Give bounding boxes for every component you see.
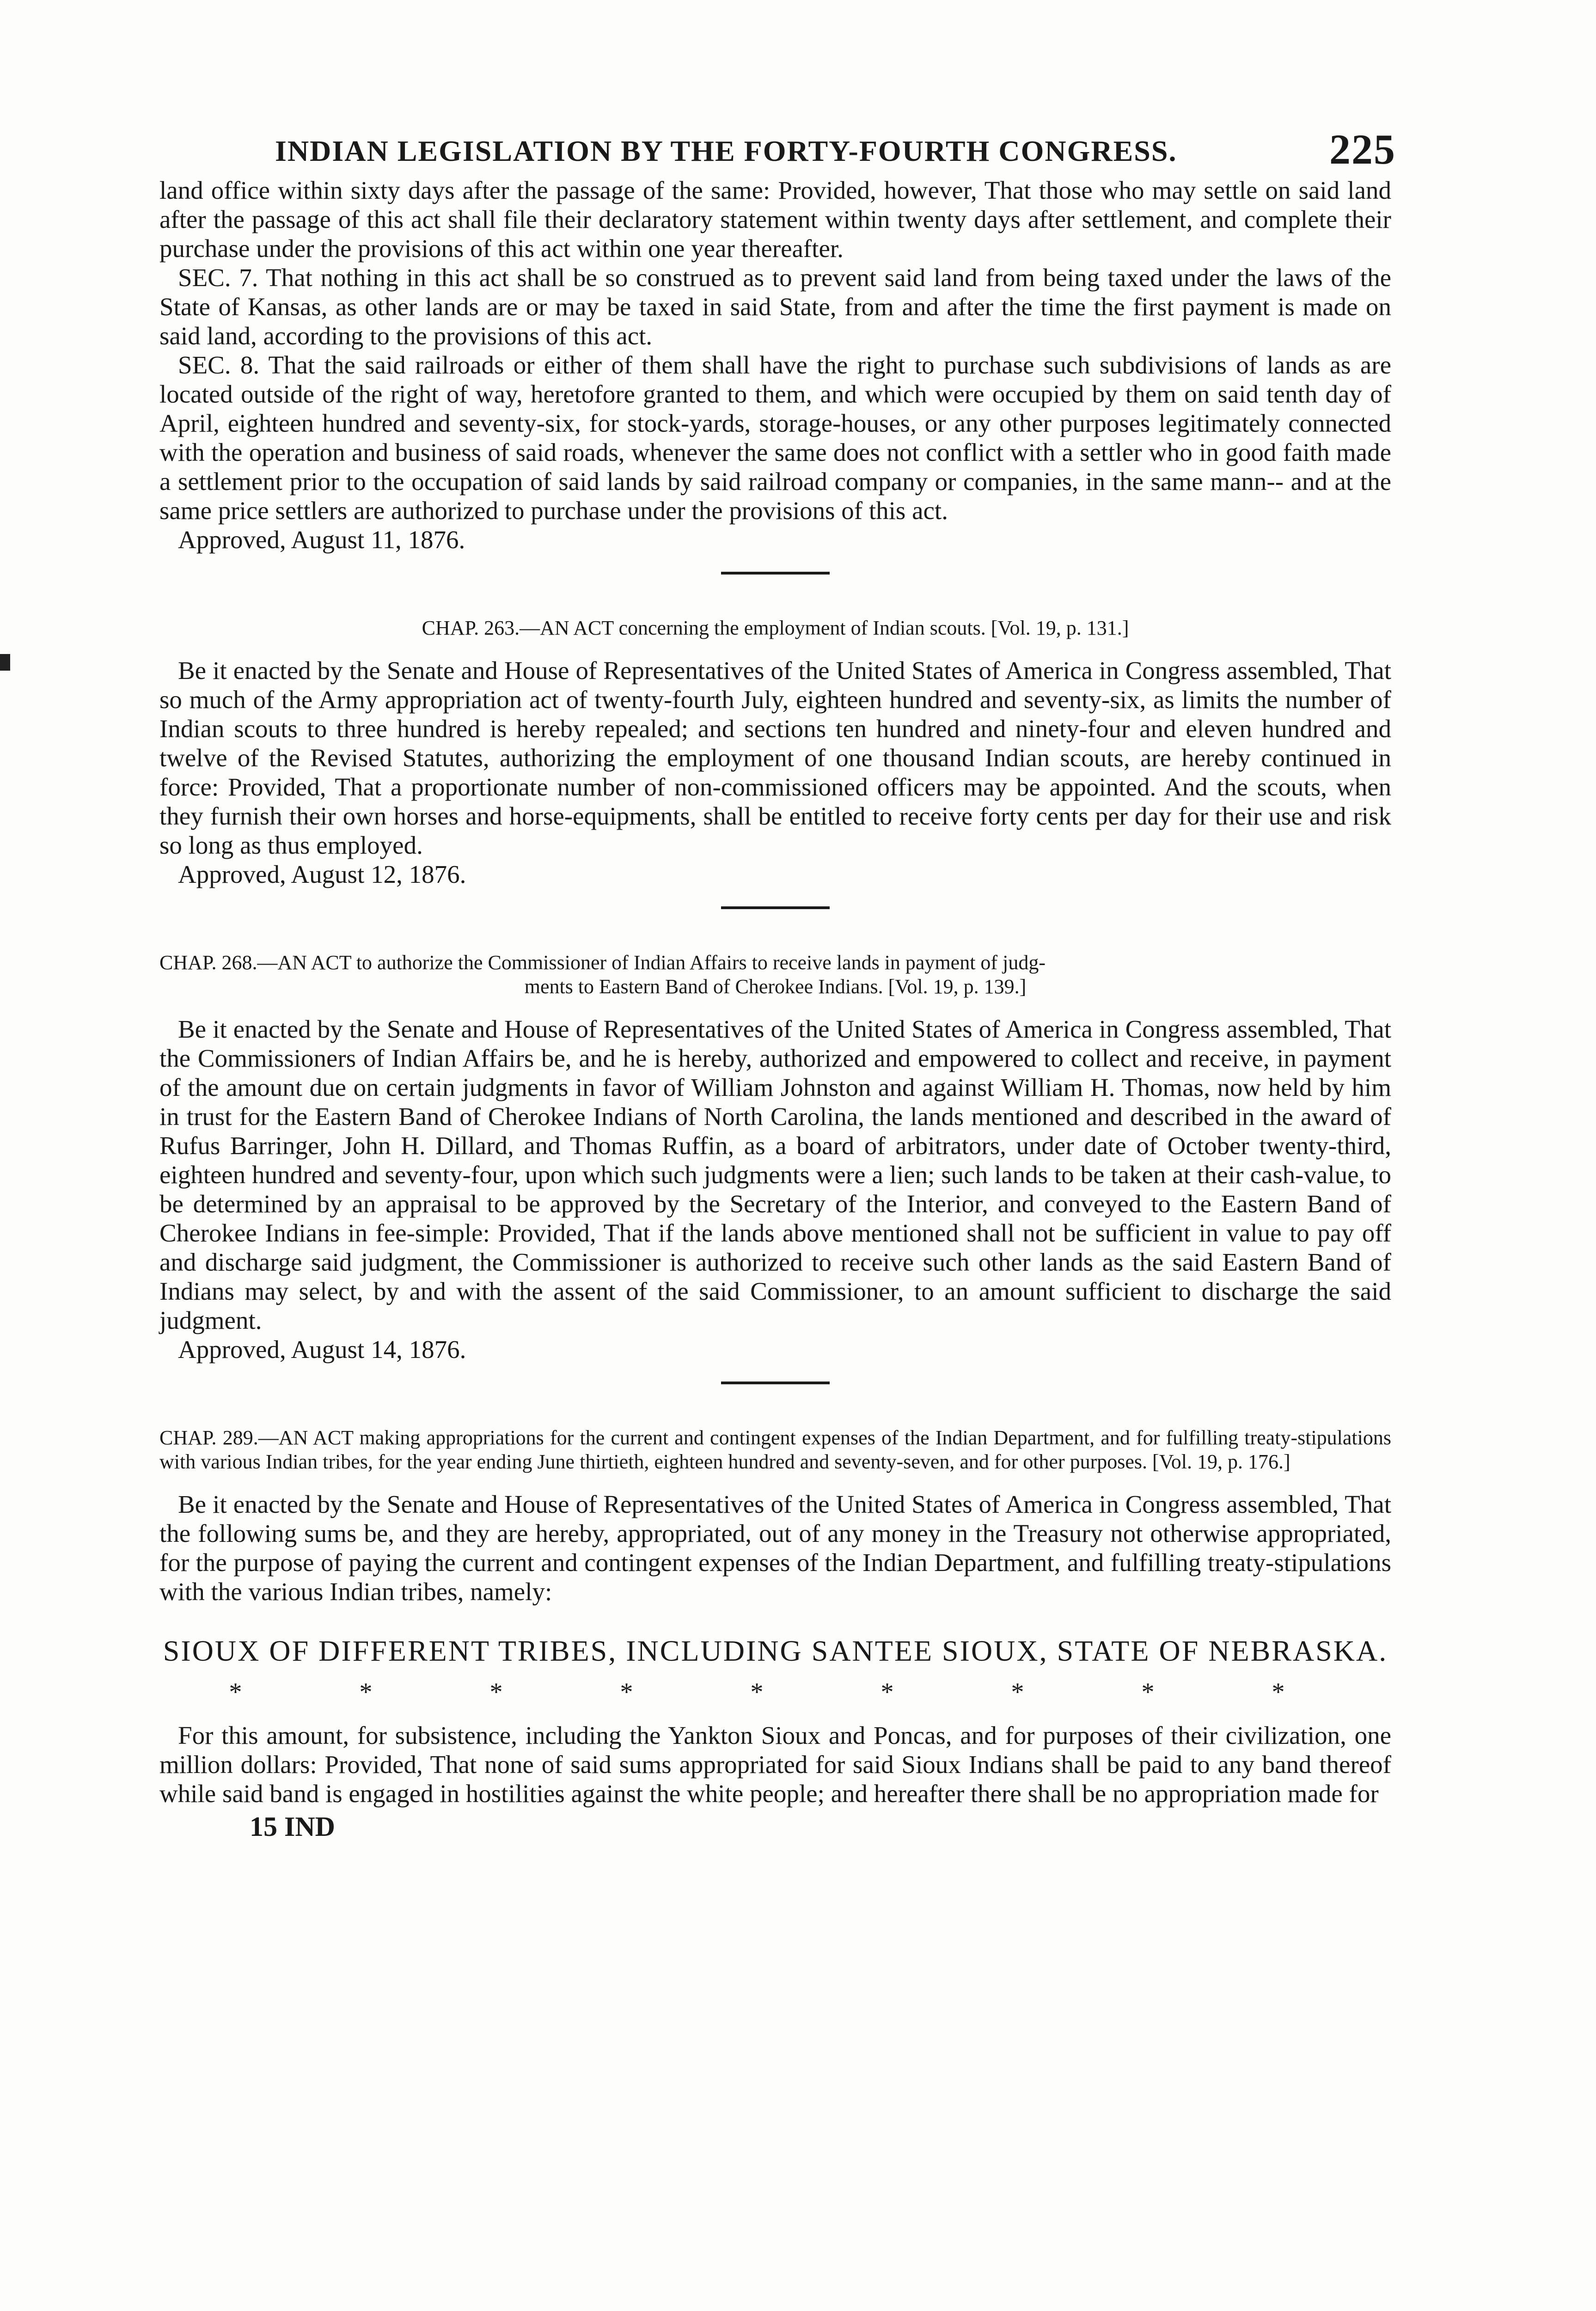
chap-289-body: Be it enacted by the Senate and House of Representatives of the United States of America in Congress assembled, That the following sums be, and they are hereby, appropriated, out of any money in the Treasury not otherwise appropriated, for the purpose of paying the current and contingent expenses of the Indian Department, and fulfilling treaty-stipulations with the various Indian tribes, namely: xyxy=(159,1490,1391,1606)
section-heading-sioux: SIOUX OF DIFFERENT TRIBES, INCLUDING SANTEE SIOUX, STATE OF NEBRASKA. xyxy=(163,1634,1388,1667)
chap-268-heading-line2: ments to Eastern Band of Cherokee Indians. [Vol. 19, p. 139.] xyxy=(524,975,1027,998)
section1-paragraph-1: land office within sixty days after the passage of the same: Provided, however, That those who may settle on said land after the passage of this act shall file their declaratory statement within twenty days after settlement, and complete their purchase under the provisions of this act within one year thereafter. xyxy=(159,176,1391,263)
approved-date-1: Approved, August 11, 1876. xyxy=(178,526,465,554)
document-page xyxy=(159,125,1396,1843)
chap-268-body: Be it enacted by the Senate and House of Representatives of the United States of America in Congress assembled, That the Commissioners of Indian Affairs be, and he is hereby, authorized and empowered to collect and receive, in payment of the amount due on certain judgments in favor of William Johnston and against William H. Thomas, now held by him in trust for the Eastern Band of Cherokee Indians of North Carolina, the lands mentioned and described in the award of Rufus Barringer, John H. Dillard, and Thomas Ruffin, as a board of arbitrators, under date of October twenty-third, eighteen hundred and seventy-four, upon which such judgments were a lien; such lands to be taken at their cash-value, to be determined by an appraisal to be approved by the Secretary of the Interior, and conveyed to the Eastern Band of Cherokee Indians in fee-simple: Provided, That if the lands above mentioned shall not be sufficient in value to pay off and discharge said judgment, the Commissioner is authorized to receive such other lands as the said Eastern Band of Indians may select, by and with the assent of the said Commissioner, to an amount sufficient to discharge the said judgment. xyxy=(159,1015,1391,1334)
approved-date-3: Approved, August 14, 1876. xyxy=(178,1335,466,1363)
signature-mark: 15 IND xyxy=(250,1811,336,1842)
chap-268-heading-line1: CHAP. 268.—AN ACT to authorize the Commissioner of Indian Affairs to receive lands in payment of judg- xyxy=(159,951,1046,974)
section-divider xyxy=(721,1382,830,1384)
section-divider xyxy=(721,572,830,575)
section1-paragraph-sec8: SEC. 8. That the said railroads or either of them shall have the right to purchase such subdivisions of lands as are located outside of the right of way, heretofore granted to them, and which were occupied by them on said tenth day of April, eighteen hundred and seventy-six, for stock-yards, storage-houses, or any other purposes legitimately connected with the operation and business of said roads, whenever the same does not conflict with a settler who in good faith made a settlement prior to the occupation of said lands by said railroad company or companies, in the same mann-- and at the same price settlers are authorized to purchase under the provisions of this act. xyxy=(159,351,1391,525)
ellipsis-stars: * * * * * * * * * xyxy=(229,1678,1340,1706)
page-number: 225 xyxy=(1329,126,1396,173)
page-edge-mark xyxy=(0,654,10,671)
approved-date-2: Approved, August 12, 1876. xyxy=(178,860,466,888)
chap-268-heading xyxy=(159,951,1391,999)
section1-paragraph-sec7: SEC. 7. That nothing in this act shall be so construed as to prevent said land from being taxed under the laws of the State of Kansas, as other lands are or may be taxed in said State, from and after the time the first payment is made on said land, according to the provisions of this act. xyxy=(159,263,1391,350)
final-paragraph: For this amount, for subsistence, including the Yankton Sioux and Poncas, and for purposes of their civilization, one million dollars: Provided, That none of said sums appropriated for said Sioux Indians shall be paid to any band thereof while said band is engaged in hostilities against the white people; and hereafter there shall be no appropriation made for xyxy=(159,1721,1391,1808)
chap-263-heading: CHAP. 263.—AN ACT concerning the employment of Indian scouts. [Vol. 19, p. 131.] xyxy=(422,617,1129,639)
chap-263-body: Be it enacted by the Senate and House of Representatives of the United States of America in Congress assembled, That so much of the Army appropriation act of twenty-fourth July, eighteen hundred and seventy-six, as limits the number of Indian scouts to three hundred is hereby repealed; and sections ten hundred and ninety-four and eleven hundred and twelve of the Revised Statutes, authorizing the employment of one thousand Indian scouts, are hereby continued in force: Provided, That a proportionate number of non-commissioned officers may be appointed. And the scouts, when they furnish their own horses and horse-equipments, shall be entitled to receive forty cents per day for their use and risk so long as thus employed. xyxy=(159,656,1391,859)
running-head xyxy=(159,125,1396,176)
chap-289-heading: CHAP. 289.—AN ACT making appropriations for the current and contingent expenses of the Indian Department, and for fulfilling treaty-stipulations with various Indian tribes, for the year ending June thirtieth, eighteen hundred and seventy-seven, and for other purposes. [Vol. 19, p. 176.] xyxy=(159,1426,1391,1473)
section-divider xyxy=(721,906,830,909)
running-head-title: INDIAN LEGISLATION BY THE FORTY-FOURTH CONGRESS. xyxy=(275,135,1177,167)
